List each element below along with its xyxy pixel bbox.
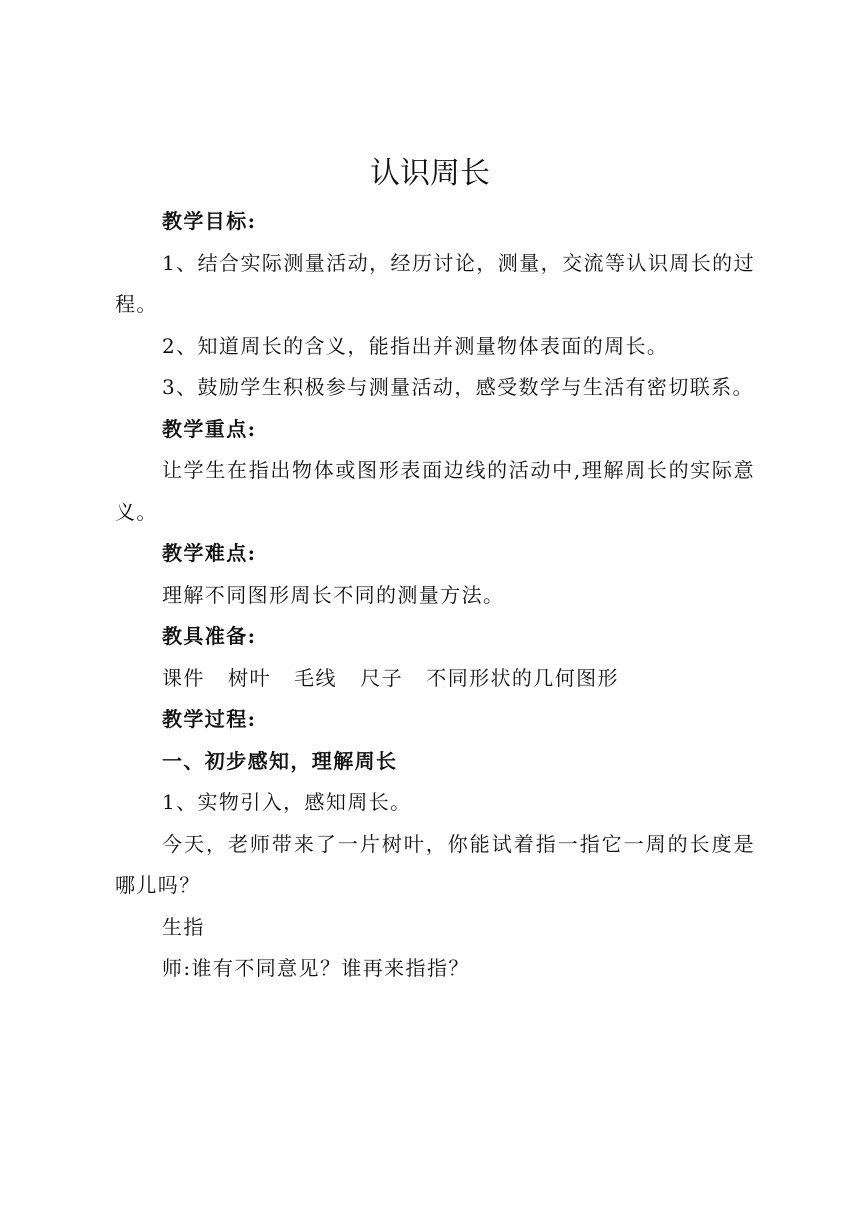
difficulty-text: 理解不同图形周长不同的测量方法。 (162, 582, 505, 607)
key-point-text: 让学生在指出物体或图形表面边线的活动中,理解周长的实际意义。 (115, 458, 755, 524)
document-title: 认识周长 (370, 156, 490, 191)
step-1-text: 1、实物引入，感知周长。 (162, 790, 412, 814)
materials-list: 课件 树叶 毛线 尺子 不同形状的几何图形 (162, 665, 619, 690)
objective-item-1: 1、结合实际测量活动，经历讨论，测量，交流等认识周长的过程。 (115, 250, 755, 316)
objective-item-3: 3、鼓励学生积极参与测量活动，感受数学与生活有密切联系。 (162, 375, 754, 399)
objective-item-2: 2、知道周长的含义，能指出并测量物体表面的周长。 (162, 333, 669, 358)
heading-key-points: 教学重点: (162, 416, 257, 441)
heading-objectives: 教学目标: (162, 209, 257, 233)
heading-process: 教学过程: (162, 707, 257, 731)
section-heading-1: 一、初步感知，理解周长 (162, 748, 398, 773)
document-body (115, 201, 755, 990)
student-action: 生指 (162, 914, 205, 939)
heading-difficulties: 教学难点: (162, 541, 257, 565)
teacher-prompt-leaf: 今天，老师带来了一片树叶，你能试着指一指它一周的长度是哪儿吗？ (115, 831, 755, 897)
heading-materials: 教具准备: (162, 624, 257, 648)
teacher-followup: 师:谁有不同意见？谁再来指指？ (162, 956, 470, 980)
